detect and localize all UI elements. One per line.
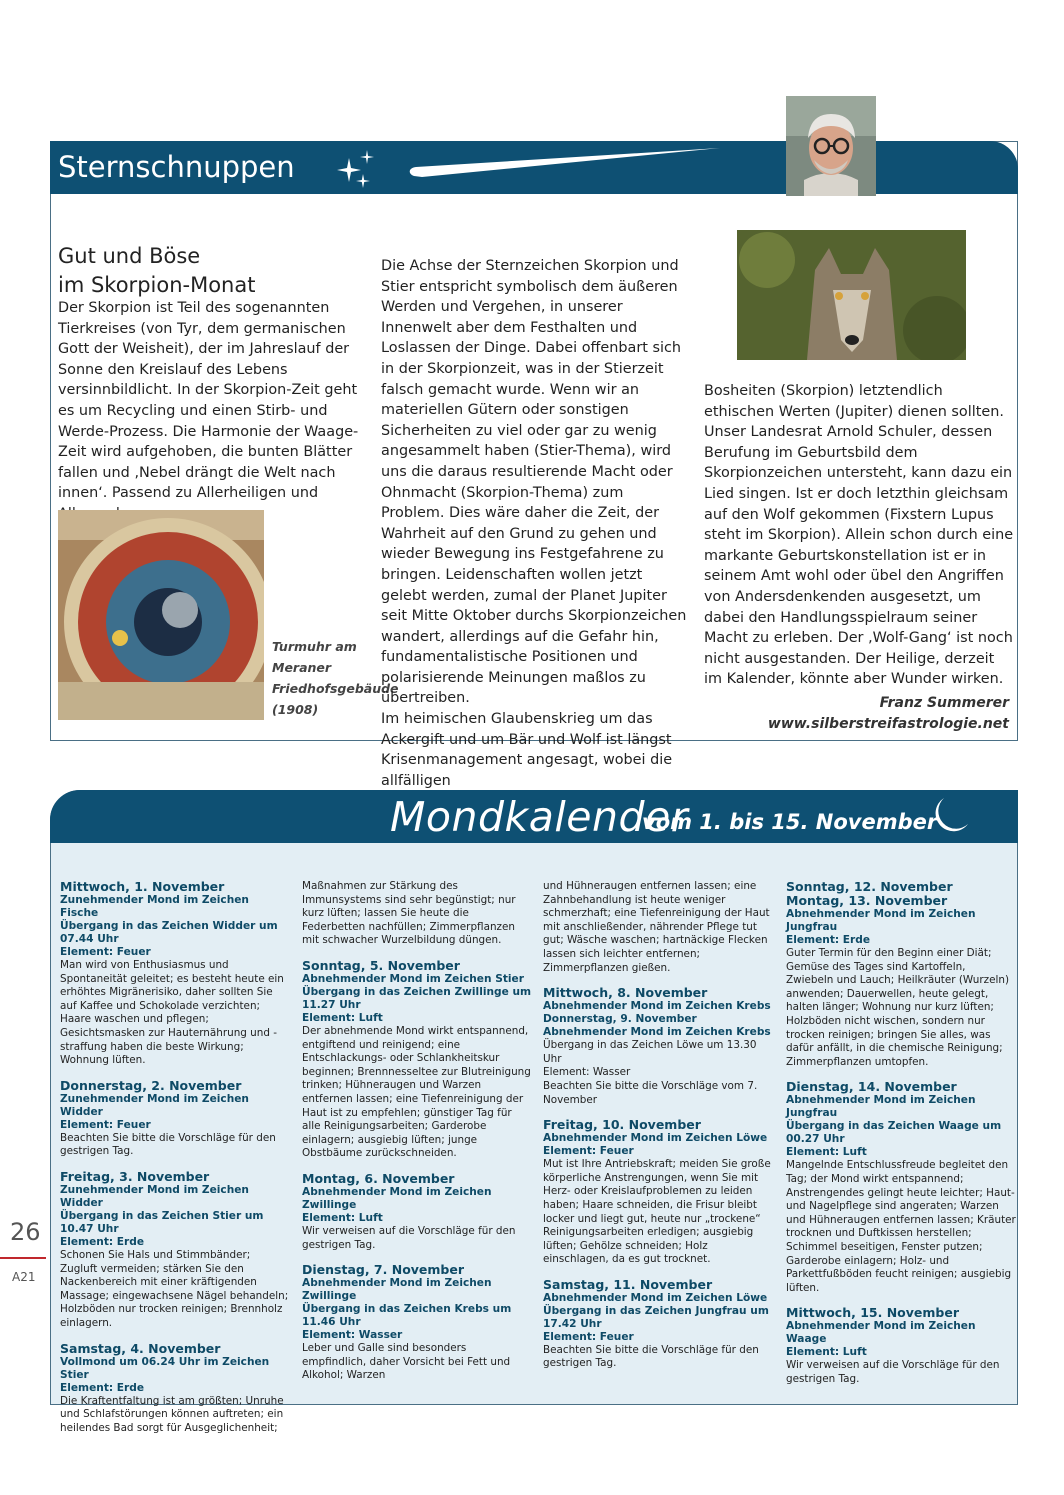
entry-body: Mangelnde Entschlussfreude begleitet den Tag; der Mond wirkt entspannend; Anstrengendes gelingt heute leichter; Haut- und Nagelpflege sind angeraten; Warzen und Hühneraugen entfernen lassen; Kräuter trocknen und Duftkissen herstellen; Schimmel beseitigen, Fenster putzen; Garderobe einlagern; Holz- und Parkettfußböden feucht reinigen; ausgiebig lüften. [786, 1159, 1016, 1294]
calendar-entry [302, 1172, 532, 1252]
calendar-entry [302, 1263, 532, 1383]
calendar-entry [543, 1278, 773, 1371]
calendar-column [543, 880, 773, 1382]
heading-line-2: im Skorpion-Monat [58, 273, 256, 297]
entry-body: Maßnahmen zur Stärkung des Immunsystems sind sehr begünstigt; nur kurz lüften; lassen Sie heute die Federbetten nachfüllen; Zimmerpflanzen mit schwacher Wurzelbildung düngen. [302, 880, 516, 947]
entry-day: Samstag, 11. November [543, 1276, 713, 1292]
section-title: Sternschnuppen [58, 150, 295, 184]
entry-day: Mittwoch, 8. November [543, 985, 708, 1001]
entry-body: Die Kraftentfaltung ist am größten; Unruhe und Schlafstörungen können auftreten; ein heilendes Bad sorgt für Ausgeglichenheit; [60, 1394, 284, 1434]
entry-day: Dienstag, 14. November [786, 1079, 957, 1095]
entry-info: Abnehmender Mond im Zeichen Jungfrau Übergang in das Zeichen Waage um 00.27 Uhr Element: Luft [786, 1094, 1002, 1159]
calendar-column [60, 880, 290, 1446]
entry-day: Freitag, 3. November [60, 1168, 210, 1184]
calendar-entry [302, 880, 532, 948]
entry-body: Guter Termin für den Beginn einer Diät; Gemüse des Tages sind Kartoffeln, Zwiebeln und Lauch; Heilkräuter (Wurzeln) anwenden; Dauerwellen, heute gelegt, halten länger; Wohnung nur kurz lüften; Holzböden nicht wischen, sondern nur trocken reinigen; bringen Sie alles, was dafür anfällt, in die chemische Reinigung; Zimmerpflanzen umtopfen. [786, 947, 1010, 1068]
paragraph: Der Skorpion ist Teil des sogenannten Tierkreises (von Tyr, dem germanischen Gott der Weisheit), der im Jahreslauf der Sonne den Kreislauf des Lebens versinnbildlicht. In der Skorpion-Zeit geht es um Recycling und einen Stirb- und Werde-Prozess. Die Harmonie der Waage-Zeit wird aufgehoben, die bunten Blätter fallen und ‚Nebel drängt die Welt nach innen‘. Passend zu Allerheiligen und [58, 300, 359, 502]
entry-day: Dienstag, 7. November [302, 1262, 465, 1278]
entry-info: Zunehmender Mond im Zeichen Widder Übergang in das Zeichen Stier um 10.47 Uhr Element: Erde [60, 1183, 264, 1248]
paragraph: Unser Landesrat Arnold Schuler, dessen Berufung im Geburtsbild dem Skorpionzeichen untersteht, kann dazu ein Lied singen. Ist er doch letzthin gleichsam auf den Wolf gekommen (Fixstern Lupus steht im Skorpion). Allein schon durch eine markante Geburtskonstellation ist er in seinem Amt wohl oder übel den Angriffen von Andersdenkenden ausgesetzt, um dabei den Handlungsspielraum seiner Macht zu erleben. Der ‚Wolf-Gang‘ ist noch nicht ausgestanden. Der Heilige, derzeit im Kalender, könnte aber Wunder wirken. [704, 424, 1014, 688]
article-column-2 [381, 256, 689, 791]
author-signature [704, 693, 1009, 735]
entry-body: Wir verweisen auf die Vorschläge für den gestrigen Tag. [302, 1224, 516, 1251]
calendar-entry [60, 1079, 290, 1159]
calendar-subtitle: vom 1. bis 15. November [642, 810, 938, 834]
calendar-entry [543, 1118, 773, 1267]
entry-body: Übergang in das Zeichen Löwe um 13.30 Uhr Element: Wasser Beachten Sie bitte die Vorschläge vom 7. November [543, 1039, 758, 1106]
entry-day: Mittwoch, 15. November [786, 1305, 960, 1321]
paragraph: Die Achse der Sternzeichen Skorpion und Stier entspricht symbolisch dem äußeren Werden und Vergehen, in unserer Innenwelt aber dem Festhalten und Loslassen der Dinge. Dabei offenbart sich in der Skorpionzeit, was in der Stierzeit falsch gemacht wurde. Wenn wir an materiellen Gütern oder sonstigen Sicherheiten zu viel oder gar zu wenig angesammelt haben (Stier-Thema), wird uns die daraus resultierende Macht oder Ohnmacht (Skorpion-Thema) zum Problem. Dies wäre daher die Zeit, der Wahrheit auf den Grund zu gehen und wieder Bewegung ins Festgefahrene zu bringen. Leidenschaften wollen jetzt gelebt werden, zumal der Planet Jupiter seit Mitte Oktober durchs Skorpionzeichen wandert, allerdings auf die Gefahr hin, fundamentalistische Positionen und polarisierende Meinungen maßlos zu übertreiben. [381, 258, 687, 707]
entry-day: Sonntag, 5. November [302, 957, 460, 973]
entry-info: Abnehmender Mond im Zeichen Zwillinge Übergang in das Zeichen Krebs um 11.46 Uhr Element: Wasser [302, 1277, 512, 1342]
calendar-entry [60, 1170, 290, 1331]
entry-body: Wir verweisen auf die Vorschläge für den gestrigen Tag. [786, 1359, 1000, 1385]
article-column-3 [704, 381, 1014, 690]
entry-body: Beachten Sie bitte die Vorschläge für den gestrigen Tag. [543, 1343, 759, 1370]
entry-info: Abnehmender Mond im Zeichen Krebs Donnerstag, 9. November Abnehmender Mond im Zeichen Krebs [543, 1000, 771, 1039]
calendar-entry [60, 1342, 290, 1436]
crescent-moon-icon [930, 794, 972, 836]
wolf-photo [737, 230, 966, 360]
photo-caption: Turmuhr am Meraner Friedhofsgebäude (1908) [272, 639, 399, 717]
paragraph: Bosheiten (Skorpion) letztendlich ethischen Werten (Jupiter) dienen sollten. [704, 383, 1004, 420]
entry-day: Sonntag, 12. November Montag, 13. November [786, 879, 953, 908]
entry-day: Donnerstag, 2. November [60, 1077, 242, 1093]
entry-info: Zunehmender Mond im Zeichen Widder Element: Feuer [60, 1092, 249, 1131]
entry-info: Vollmond um 06.24 Uhr im Zeichen Stier Element: Erde [60, 1355, 270, 1394]
entry-body: Leber und Galle sind besonders empfindlich, daher Vorsicht bei Fett und Alkohol; Warzen [302, 1342, 511, 1382]
entry-day: Mittwoch, 1. November [60, 879, 225, 894]
heading-line-1: Gut und Böse [58, 244, 201, 268]
entry-info: Abnehmender Mond im Zeichen Waage Element: Luft [786, 1320, 976, 1359]
calendar-title: Mondkalender [390, 793, 689, 841]
entry-info: Abnehmender Mond im Zeichen Löwe Übergang in das Zeichen Jungfrau um 17.42 Uhr Element: Feuer [543, 1291, 769, 1343]
calendar-column [786, 880, 1016, 1397]
calendar-column [302, 880, 532, 1394]
author-website[interactable]: www.silberstreifastrologie.net [767, 716, 1009, 732]
article-heading [58, 242, 255, 300]
entry-body: Der abnehmende Mond wirkt entspannend, entgiftend und reinigend; eine Entschlackungs- oder Schlankheitskur beginnen; Brennnesseltee zur Blutreinigung trinken; Hühneraugen und Warzen entfernen lassen; eine Tiefenreinigung der Haut ist zu empfehlen; günstiger Tag für alle Reinigungsarbeiten; Garderobe einlagern; ausgiebig lüften; junge Obstbäume zurückschneiden. [302, 1024, 531, 1160]
page-number-rule [0, 1257, 46, 1259]
calendar-entry [543, 880, 773, 975]
entry-body: Beachten Sie bitte die Vorschläge für den gestrigen Tag. [60, 1131, 276, 1158]
entry-day: Montag, 6. November [302, 1170, 455, 1186]
entry-day: Freitag, 10. November [543, 1117, 701, 1133]
entry-info: Abnehmender Mond im Zeichen Jungfrau Element: Erde [786, 908, 976, 946]
tower-clock-photo [58, 510, 264, 720]
calendar-entry [302, 959, 532, 1161]
paragraph: Im heimischen Glaubenskrieg um das Ackergift und um Bär und Wolf ist längst Krisenmanagement angesagt, wobei die allfälligen [381, 711, 673, 789]
entry-info: Abnehmender Mond im Zeichen Löwe Element: Feuer [543, 1132, 768, 1158]
comet-icon [400, 144, 740, 184]
calendar-entry [60, 880, 290, 1068]
calendar-entry [543, 986, 773, 1107]
article-column-1 [58, 298, 363, 525]
calendar-entry [786, 1080, 1016, 1295]
page-number: 26 [10, 1218, 41, 1246]
entry-info: Abnehmender Mond im Zeichen Stier Übergang in das Zeichen Zwillinge um 11.27 Uhr Element: Luft [302, 972, 532, 1024]
entry-body: Mut ist Ihre Antriebskraft; meiden Sie große körperliche Anstrengungen, wenn Sie mit Herz- oder Kreislaufproblemen zu leiden haben; Haare schneiden, die Frisur bleibt locker und liegt gut, heute nur „trockene“ Reinigungsarbeiten erledigen; ausgiebig lüften; Gehölze schneiden; Holz einschlagen, da es gut trocknet. [543, 1158, 771, 1266]
author-portrait [786, 96, 876, 196]
entry-info: Zunehmender Mond im Zeichen Fische Übergang in das Zeichen Widder um 07.44 Uhr Element: Feuer [60, 894, 278, 958]
entry-body: Schonen Sie Hals und Stimmbänder; Zugluft vermeiden; stärken Sie den Nackenbereich mit einer kräftigenden Massage; eingewachsene Nägel behandeln; Holzböden nur trocken reinigen; Brennholz einlagern. [60, 1248, 289, 1329]
entry-info: Abnehmender Mond im Zeichen Zwillinge Element: Luft [302, 1185, 492, 1224]
entry-body: und Hühneraugen entfernen lassen; eine Zahnbehandlung ist heute weniger schmerzhaft; eine Tiefenreinigung der Haut mit anschließender, nährender Pflege tut gut; Wäsche waschen; hartnäckige Flecken lassen sich leichter entfernen; Zimmerpflanzen gießen. [543, 880, 770, 974]
sparkle-icon [333, 148, 381, 192]
entry-body: Man wird von Enthusiasmus und Spontaneität geleitet; es besteht heute ein erhöhtes Migränerisiko, daher sollten Sie auf Kaffee und Schokolade verzichten; Haare waschen und pflegen; Gesichtsmasken zur Hauternährung und -straffung haben die beste Wirkung; Wohnung lüften. [60, 959, 284, 1067]
calendar-entry [786, 880, 1016, 1069]
entry-day: Samstag, 4. November [60, 1340, 221, 1356]
page-code: A21 [12, 1270, 36, 1284]
author-name: Franz Summerer [879, 695, 1009, 711]
calendar-entry [786, 1306, 1016, 1386]
